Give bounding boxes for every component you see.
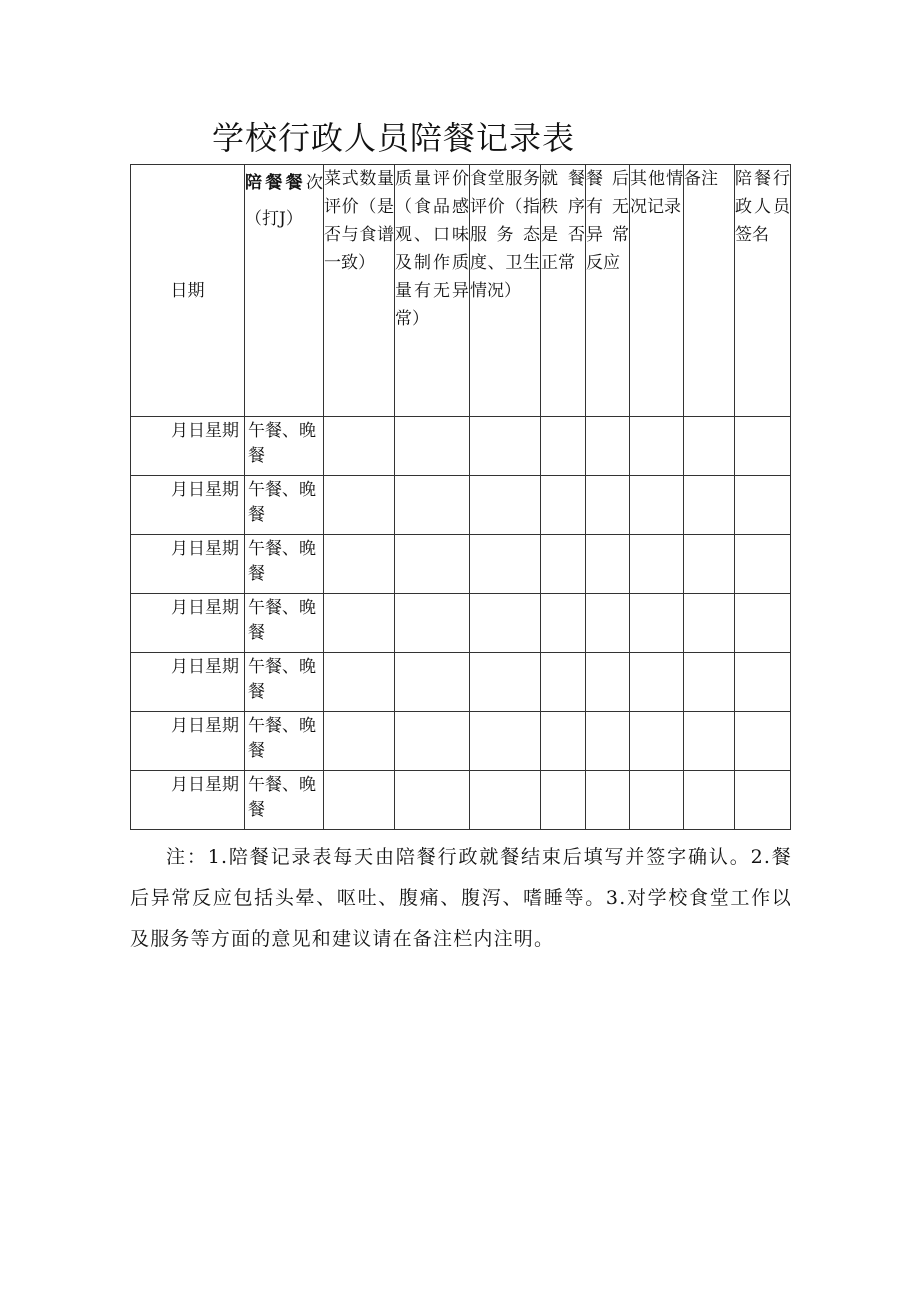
row-meal: 午餐、晚餐 xyxy=(245,771,324,830)
header-remarks: 备注 xyxy=(684,165,735,417)
row-empty-cell[interactable] xyxy=(324,594,395,653)
row-empty-cell[interactable] xyxy=(324,476,395,535)
row-empty-cell[interactable] xyxy=(470,594,541,653)
row-meal: 午餐、晚餐 xyxy=(245,476,324,535)
row-empty-cell[interactable] xyxy=(586,476,630,535)
row-empty-cell[interactable] xyxy=(324,712,395,771)
row-date: 月日星期 xyxy=(131,535,245,594)
row-meal: 午餐、晚餐 xyxy=(245,594,324,653)
row-empty-cell[interactable] xyxy=(541,594,586,653)
row-meal: 午餐、晚餐 xyxy=(245,712,324,771)
row-date: 月日星期 xyxy=(131,594,245,653)
row-empty-cell[interactable] xyxy=(541,771,586,830)
row-empty-cell[interactable] xyxy=(630,594,684,653)
record-table xyxy=(130,164,791,830)
row-empty-cell[interactable] xyxy=(630,771,684,830)
row-empty-cell[interactable] xyxy=(395,594,470,653)
row-date: 月日星期 xyxy=(131,771,245,830)
row-empty-cell[interactable] xyxy=(630,535,684,594)
row-empty-cell[interactable] xyxy=(630,476,684,535)
row-empty-cell[interactable] xyxy=(735,771,791,830)
table-row xyxy=(131,417,791,476)
row-empty-cell[interactable] xyxy=(586,771,630,830)
row-meal: 午餐、晚餐 xyxy=(245,535,324,594)
row-empty-cell[interactable] xyxy=(630,712,684,771)
row-empty-cell[interactable] xyxy=(395,417,470,476)
header-row xyxy=(131,165,791,417)
table-row xyxy=(131,535,791,594)
header-meal-bold: 陪餐餐 xyxy=(245,173,306,193)
row-empty-cell[interactable] xyxy=(735,417,791,476)
header-dish-evaluation: 菜式数量评价（是否与食谱一致） xyxy=(324,165,395,417)
row-empty-cell[interactable] xyxy=(684,771,735,830)
row-empty-cell[interactable] xyxy=(586,653,630,712)
row-empty-cell[interactable] xyxy=(586,594,630,653)
header-other-records: 其他情况记录 xyxy=(630,165,684,417)
row-empty-cell[interactable] xyxy=(735,594,791,653)
row-empty-cell[interactable] xyxy=(395,771,470,830)
row-empty-cell[interactable] xyxy=(470,476,541,535)
table-row xyxy=(131,594,791,653)
row-empty-cell[interactable] xyxy=(684,594,735,653)
row-empty-cell[interactable] xyxy=(541,653,586,712)
row-meal: 午餐、晚餐 xyxy=(245,653,324,712)
header-meal xyxy=(245,165,324,417)
row-date: 月日星期 xyxy=(131,476,245,535)
row-empty-cell[interactable] xyxy=(541,476,586,535)
row-empty-cell[interactable] xyxy=(735,712,791,771)
header-after-meal-reaction: 餐后有无异常反应 xyxy=(586,165,630,417)
row-empty-cell[interactable] xyxy=(684,653,735,712)
row-empty-cell[interactable] xyxy=(541,417,586,476)
row-empty-cell[interactable] xyxy=(470,417,541,476)
row-empty-cell[interactable] xyxy=(586,417,630,476)
row-empty-cell[interactable] xyxy=(735,476,791,535)
row-empty-cell[interactable] xyxy=(735,535,791,594)
header-service-evaluation: 食堂服务评价（指服务态度、卫生情况） xyxy=(470,165,541,417)
row-empty-cell[interactable] xyxy=(684,712,735,771)
row-date: 月日星期 xyxy=(131,417,245,476)
table-row xyxy=(131,653,791,712)
row-empty-cell[interactable] xyxy=(470,771,541,830)
row-date: 月日星期 xyxy=(131,712,245,771)
row-empty-cell[interactable] xyxy=(684,535,735,594)
header-quality-evaluation: 质量评价（食品感观、口味及制作质量有无异常） xyxy=(395,165,470,417)
row-meal: 午餐、晚餐 xyxy=(245,417,324,476)
row-empty-cell[interactable] xyxy=(395,535,470,594)
row-empty-cell[interactable] xyxy=(324,771,395,830)
header-dining-order: 就餐秩序是否正常 xyxy=(541,165,586,417)
row-empty-cell[interactable] xyxy=(541,535,586,594)
row-empty-cell[interactable] xyxy=(630,653,684,712)
row-empty-cell[interactable] xyxy=(735,653,791,712)
row-empty-cell[interactable] xyxy=(470,653,541,712)
row-date: 月日星期 xyxy=(131,653,245,712)
row-empty-cell[interactable] xyxy=(324,653,395,712)
row-empty-cell[interactable] xyxy=(541,712,586,771)
footnote: 注：1.陪餐记录表每天由陪餐行政就餐结束后填写并签字确认。2.餐后异常反应包括头晕、呕吐、腹痛、腹泻、嗜睡等。3.对学校食堂工作以及服务等方面的意见和建议请在备注栏内注明。 xyxy=(130,846,792,950)
row-empty-cell[interactable] xyxy=(586,535,630,594)
row-empty-cell[interactable] xyxy=(684,417,735,476)
page-title: 学校行政人员陪餐记录表 xyxy=(212,119,576,157)
row-empty-cell[interactable] xyxy=(470,535,541,594)
table-body xyxy=(131,417,791,830)
row-empty-cell[interactable] xyxy=(684,476,735,535)
table-row xyxy=(131,712,791,771)
row-empty-cell[interactable] xyxy=(395,476,470,535)
row-empty-cell[interactable] xyxy=(586,712,630,771)
table-row xyxy=(131,771,791,830)
header-signature: 陪餐行政人员签名 xyxy=(735,165,791,417)
row-empty-cell[interactable] xyxy=(395,712,470,771)
row-empty-cell[interactable] xyxy=(470,712,541,771)
row-empty-cell[interactable] xyxy=(324,535,395,594)
header-date: 日期 xyxy=(131,165,245,417)
row-empty-cell[interactable] xyxy=(630,417,684,476)
header-meal-rest: 次 （打J） xyxy=(245,173,323,229)
table-row xyxy=(131,476,791,535)
row-empty-cell[interactable] xyxy=(395,653,470,712)
row-empty-cell[interactable] xyxy=(324,417,395,476)
